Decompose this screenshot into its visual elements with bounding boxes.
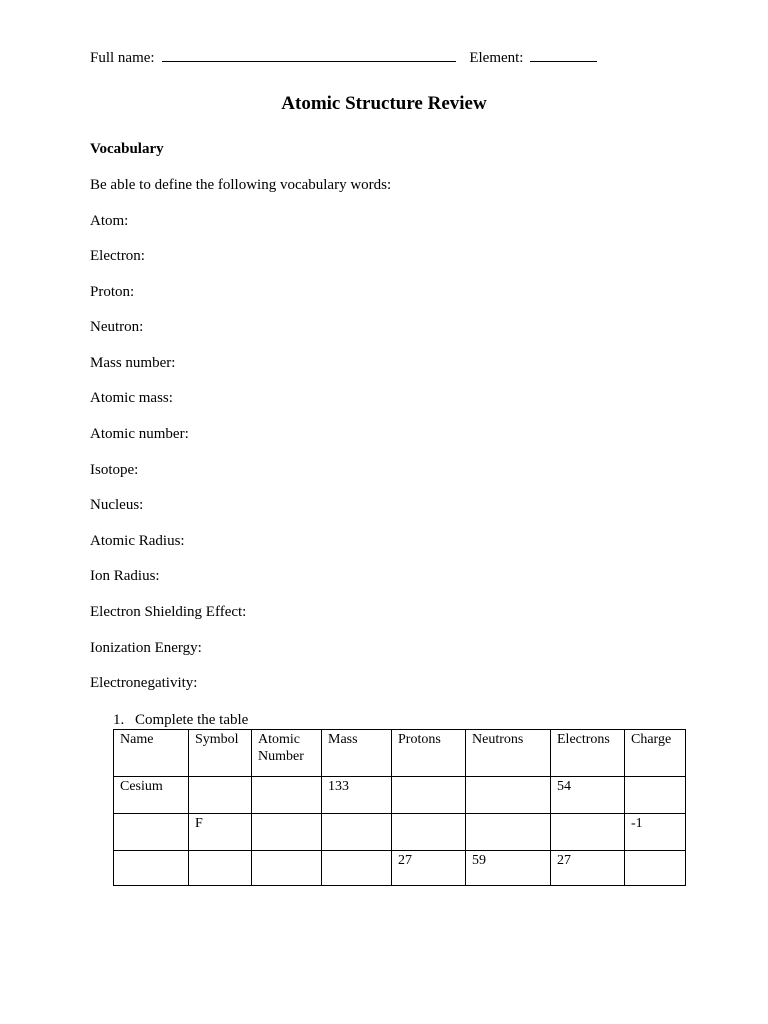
table-cell[interactable] — [322, 814, 392, 851]
vocabulary-heading: Vocabulary — [90, 141, 164, 157]
atom-table — [113, 729, 686, 886]
question-text: Complete the table — [135, 712, 249, 728]
vocab-term: Atomic mass: — [90, 390, 173, 407]
table-cell[interactable] — [392, 777, 466, 814]
vocab-term: Atomic Radius: — [90, 532, 185, 549]
table-cell[interactable]: 27 — [551, 851, 625, 886]
vocab-term: Isotope: — [90, 461, 139, 478]
full-name-label: Full name: — [90, 50, 155, 66]
table-cell[interactable]: 27 — [392, 851, 466, 886]
vocab-term: Atom: — [90, 212, 129, 229]
table-cell[interactable] — [466, 777, 551, 814]
vocab-term: Atomic number: — [90, 426, 189, 443]
table-cell[interactable]: Cesium — [114, 777, 189, 814]
column-header: Neutrons — [466, 730, 551, 777]
vocab-term: Proton: — [90, 283, 135, 300]
table-cell[interactable] — [551, 814, 625, 851]
table-row — [114, 851, 686, 886]
table-row — [114, 814, 686, 851]
element-blank[interactable] — [530, 47, 597, 62]
table-cell[interactable] — [392, 814, 466, 851]
table-cell[interactable] — [114, 851, 189, 886]
table-cell[interactable]: F — [189, 814, 252, 851]
column-header: Charge — [625, 730, 686, 777]
table-header-row — [114, 730, 686, 777]
table-cell[interactable] — [189, 851, 252, 886]
column-header: Protons — [392, 730, 466, 777]
vocab-term: Mass number: — [90, 354, 176, 371]
element-label: Element: — [469, 50, 524, 66]
vocab-term: Electronegativity: — [90, 675, 198, 692]
vocab-term: Nucleus: — [90, 497, 144, 514]
question-number: 1. — [113, 712, 125, 728]
header-fields — [90, 47, 597, 67]
vocab-term: Neutron: — [90, 319, 144, 336]
vocabulary-intro: Be able to define the following vocabulary words: — [90, 177, 392, 193]
table-cell[interactable] — [625, 777, 686, 814]
full-name-blank[interactable] — [162, 47, 456, 62]
column-header: Symbol — [189, 730, 252, 777]
table-cell[interactable] — [466, 814, 551, 851]
column-header: Name — [114, 730, 189, 777]
table-cell[interactable]: 133 — [322, 777, 392, 814]
vocab-term: Ion Radius: — [90, 568, 160, 585]
column-header: Electrons — [551, 730, 625, 777]
question-1 — [113, 712, 248, 729]
table-cell[interactable] — [252, 777, 322, 814]
vocabulary-list — [90, 213, 246, 711]
table-cell[interactable] — [252, 814, 322, 851]
table-cell[interactable] — [189, 777, 252, 814]
vocab-term: Electron Shielding Effect: — [90, 604, 247, 621]
page-title: Atomic Structure Review — [281, 93, 487, 114]
table-cell[interactable] — [322, 851, 392, 886]
table-cell[interactable] — [625, 851, 686, 886]
vocab-term: Ionization Energy: — [90, 639, 202, 656]
table-cell[interactable] — [114, 814, 189, 851]
table-cell[interactable] — [252, 851, 322, 886]
table-cell[interactable]: -1 — [625, 814, 686, 851]
column-header: Mass — [322, 730, 392, 777]
table-cell[interactable]: 59 — [466, 851, 551, 886]
column-header: Atomic Number — [252, 730, 322, 777]
table-cell[interactable]: 54 — [551, 777, 625, 814]
table-row — [114, 777, 686, 814]
vocab-term: Electron: — [90, 248, 145, 265]
